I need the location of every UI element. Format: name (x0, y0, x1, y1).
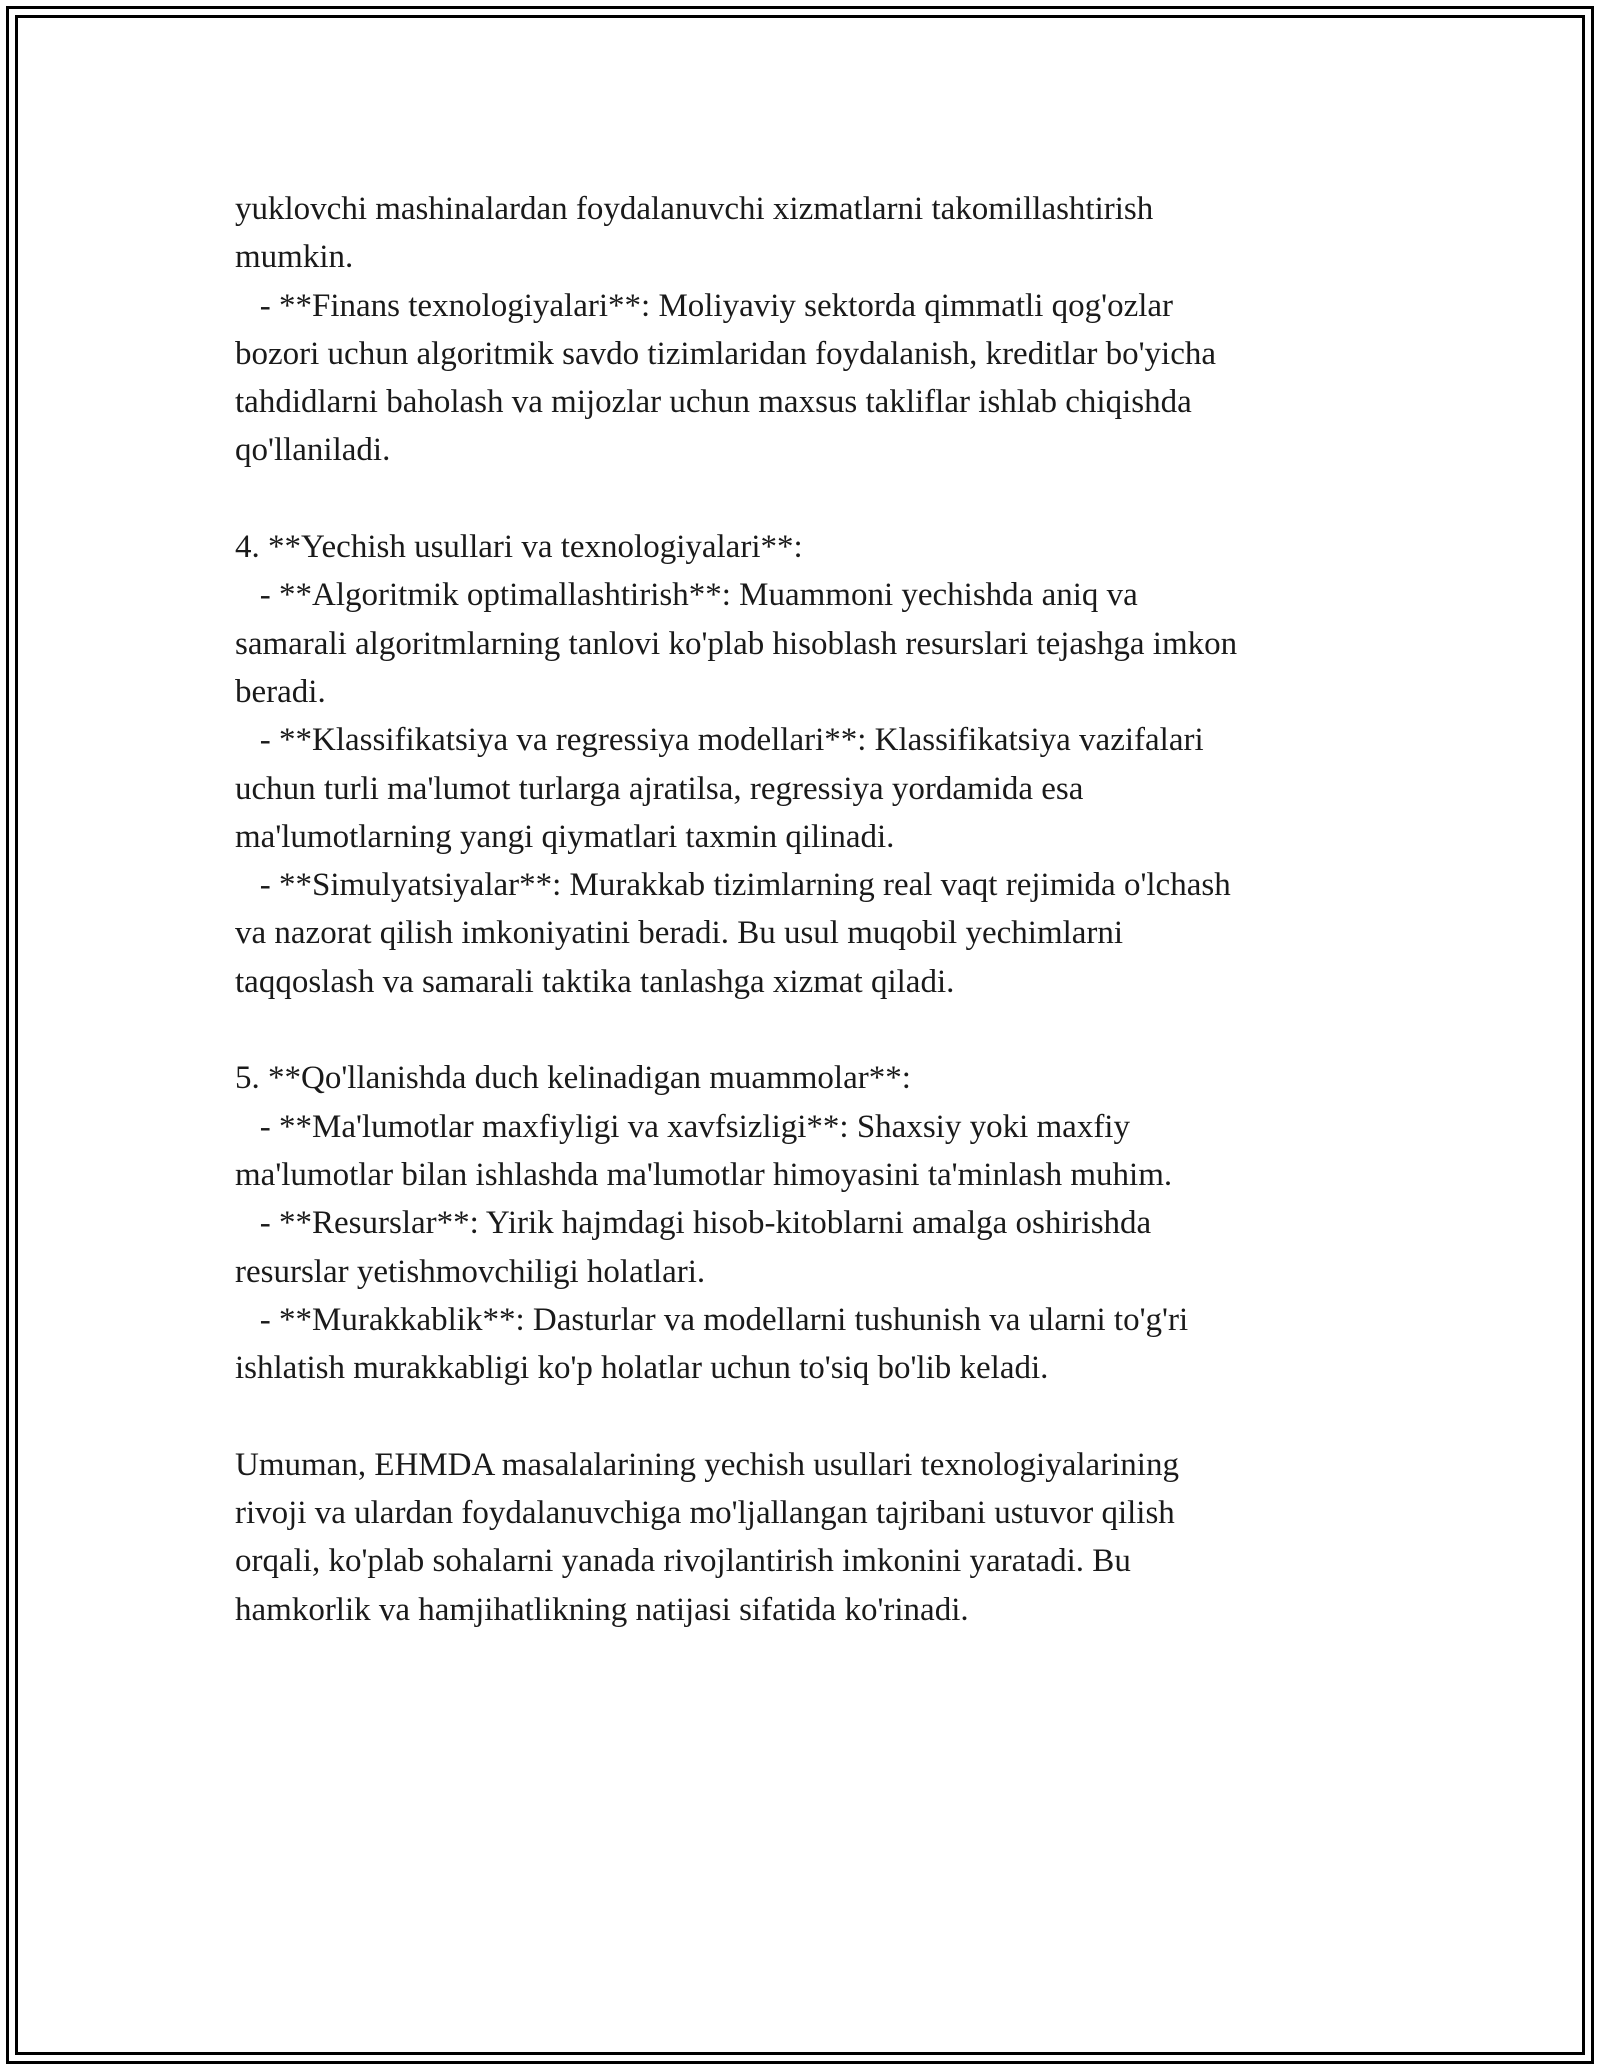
section-heading: 5. **Qo'llanishda duch kelinadigan muammolar**: (235, 1060, 911, 1097)
text-line: mumkin. (235, 239, 354, 276)
text-line: - **Finans texnologiyalari**: Moliyaviy sektorda qimmatli qog'ozlar (235, 287, 1174, 324)
text-line: yuklovchi mashinalardan foydalanuvchi xizmatlarni takomillashtirish (235, 191, 1154, 227)
text-line: resurslar yetishmovchiligi holatlari. (235, 1253, 706, 1290)
text-line: samarali algoritmlarning tanlovi ko'plab hisoblash resurslari tejashga imkon (235, 625, 1238, 662)
text-line: taqqoslash va samarali taktika tanlashga xizmat qiladi. (235, 963, 955, 1000)
text-line: ma'lumotlar bilan ishlashda ma'lumotlar himoyasini ta'minlash muhim. (235, 1156, 1173, 1193)
text-line: - **Ma'lumotlar maxfiyligi va xavfsizligi**: Shaxsiy yoki maxfiy (235, 1108, 1130, 1145)
text-line: bozori uchun algoritmik savdo tizimlaridan foydalanish, kreditlar bo'yicha (235, 335, 1217, 372)
text-line: va nazorat qilish imkoniyatini beradi. Bu usul muqobil yechimlarni (235, 915, 1124, 952)
blank-line (235, 1006, 1395, 1054)
text-line: tahdidlarni baholash va mijozlar uchun maxsus takliflar ishlab chiqishda (235, 384, 1192, 421)
text-line: beradi. (235, 673, 326, 710)
text-line: - **Murakkablik**: Dasturlar va modellarni tushunish va ularni to'g'ri (235, 1301, 1189, 1338)
text-line: ma'lumotlarning yangi qiymatlari taxmin qilinadi. (235, 818, 895, 855)
section-heading: 4. **Yechish usullari va texnologiyalari**: (235, 529, 803, 566)
text-line: ishlatish murakkabligi ko'p holatlar uchun to'siq bo'lib keladi. (235, 1350, 1049, 1387)
conclusion-line: orqali, ko'plab sohalarni yanada rivojlantirish imkonini yaratadi. Bu (235, 1543, 1131, 1580)
text-line: qo'llaniladi. (235, 432, 391, 469)
text-line: - **Algoritmik optimallashtirish**: Muammoni yechishda aniq va (235, 577, 1138, 614)
blank-line (235, 475, 1395, 523)
blank-line (235, 1392, 1395, 1440)
text-line: - **Simulyatsiyalar**: Murakkab tizimlarning real vaqt rejimida o'lchash (235, 867, 1231, 904)
text-line: - **Resurslar**: Yirik hajmdagi hisob-kitoblarni amalga oshirishda (235, 1205, 1152, 1242)
conclusion-line: Umuman, EHMDA masalalarining yechish usullari texnologiyalarining (235, 1446, 1179, 1483)
document-body (235, 185, 1395, 1634)
conclusion-line: rivoji va ulardan foydalanuvchiga mo'ljallangan tajribani ustuvor qilish (235, 1495, 1175, 1532)
text-line: uchun turli ma'lumot turlarga ajratilsa, regressiya yordamida esa (235, 770, 1084, 807)
text-line: - **Klassifikatsiya va regressiya modellari**: Klassifikatsiya vazifalari (235, 722, 1204, 759)
conclusion-line: hamkorlik va hamjihatlikning natijasi sifatida ko'rinadi. (235, 1591, 969, 1628)
